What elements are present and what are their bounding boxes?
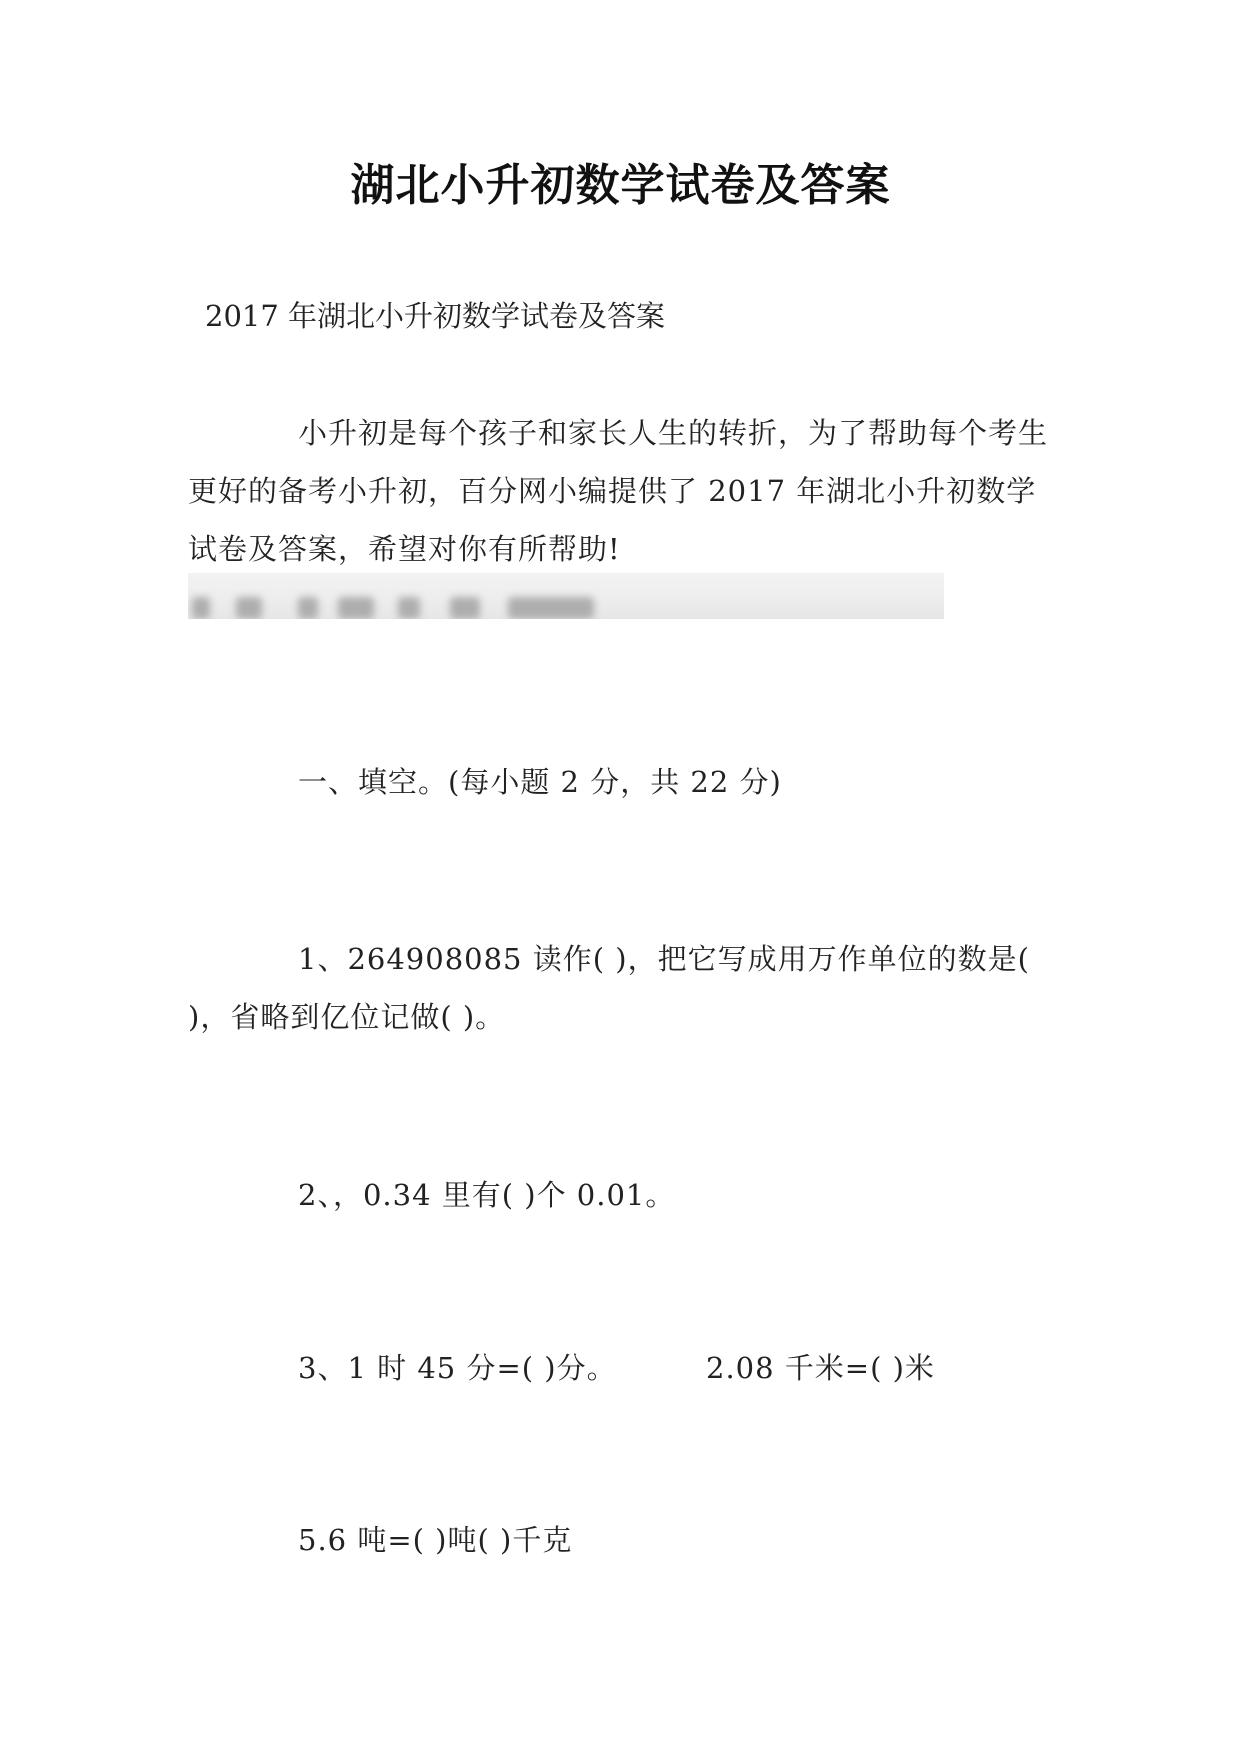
document-subtitle: 2017 年湖北小升初数学试卷及答案 — [205, 299, 666, 333]
blurred-image-strip — [188, 573, 944, 619]
question-2: 2、，0.34 里有( )个 0.01。 — [298, 1178, 676, 1212]
intro-paragraph: 小升初是每个孩子和家长人生的转折，为了帮助每个考生更好的备考小升初，百分网小编提供了 2017 年湖北小升初数学试卷及答案，希望对你有所帮助! — [188, 416, 1049, 566]
question-1: 1、264908085 读作( )，把它写成用万作单位的数是( )，省略到亿位记做( )。 — [188, 942, 1030, 1034]
question-3-part-c: 5.6 吨=( )吨( )千克 — [298, 1523, 573, 1557]
document-title: 湖北小升初数学试卷及答案 — [350, 160, 891, 211]
question-3-part-a: 3、1 时 45 分=( )分。 — [298, 1351, 617, 1385]
section-heading: 一、填空。(每小题 2 分，共 22 分) — [298, 765, 782, 799]
question-3-part-b: 2.08 千米=( )米 — [706, 1351, 935, 1385]
